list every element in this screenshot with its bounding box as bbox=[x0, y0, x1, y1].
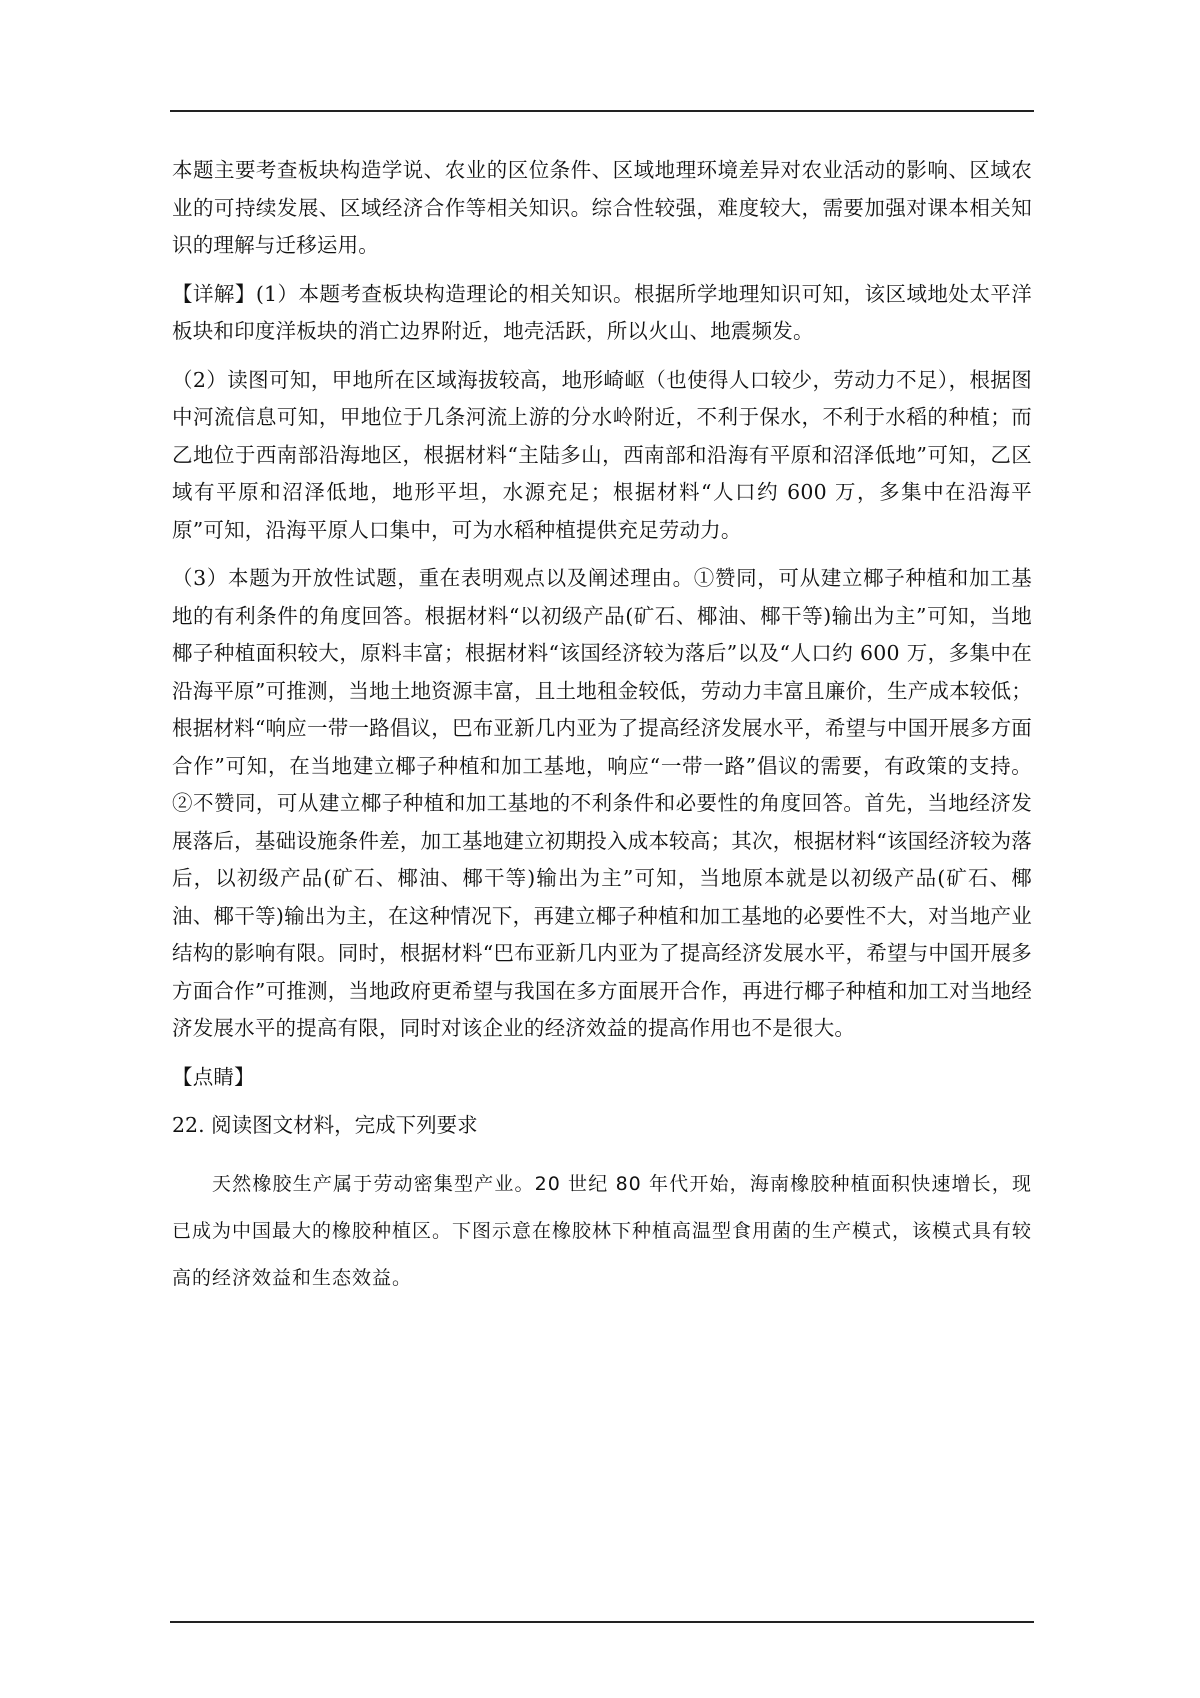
material-text: 天然橡胶生产属于劳动密集型产业。20 世纪 80 年代开始，海南橡胶种植面积快速增长，现已成为中国最大的橡胶种植区。下图示意在橡胶林下种植高温型食用菌的生产模式，该模式具有较高的经济效益和生态效益。 bbox=[172, 1172, 1033, 1289]
header-rule bbox=[170, 110, 1034, 112]
footer-rule bbox=[170, 1621, 1034, 1623]
comment-heading: 【点睛】 bbox=[172, 1064, 255, 1089]
question-title: 22. 阅读图文材料，完成下列要求 bbox=[172, 1113, 478, 1137]
detail-paragraph-1: 【详解】(1）本题考查板块构造理论的相关知识。根据所学地理知识可知，该区域地处太平洋板块和印度洋板块的消亡边界附近，地壳活跃，所以火山、地震频发。 bbox=[172, 281, 1032, 343]
analysis-paragraph: 本题主要考查板块构造学说、农业的区位条件、区域地理环境差异对农业活动的影响、区域农业的可持续发展、区域经济合作等相关知识。综合性较强，难度较大，需要加强对课本相关知识的理解与迁移运用。 bbox=[172, 158, 1032, 257]
detail-paragraph-2: （2）读图可知，甲地所在区域海拔较高，地形崎岖（也使得人口较少，劳动力不足），根据图中河流信息可知，甲地位于几条河流上游的分水岭附近，不利于保水，不利于水稻的种植；而乙地位于西南部沿海地区，根据材料“主陆多山，西南部和沿海有平原和沼泽低地”可知，乙区域有平原和沼泽低地，地形平坦，水源充足；根据材料“人口约 600 万，多集中在沿海平原”可知，沿海平原人口集中，可为水稻种植提供充足劳动力。 bbox=[172, 367, 1032, 542]
detail-paragraph-3: （3）本题为开放性试题，重在表明观点以及阐述理由。①赞同，可从建立椰子种植和加工基地的有利条件的角度回答。根据材料“以初级产品(矿石、椰油、椰干等)输出为主”可知，当地椰子种植面积较大，原料丰富；根据材料“该国经济较为落后”以及“人口约 600 万，多集中在沿海平原”可推测，当地土地资源丰富，且土地租金较低，劳动力丰富且廉价，生产成本较低；根据材料“响应一带一路倡议，巴布亚新几内亚为了提高经济发展水平，希望与中国开展多方面合作”可知，在当地建立椰子种植和加工基地，响应“一带一路”倡议的需要，有政策的支持。②不赞同，可从建立椰子种植和加工基地的不利条件和必要性的角度回答。首先，当地经济发展落后，基础设施条件差，加工基地建立初期投入成本较高；其次，根据材料“该国经济较为落后，以初级产品(矿石、椰油、椰干等)输出为主”可知，当地原本就是以初级产品(矿石、椰油、椰干等)输出为主，在这种情况下，再建立椰子种植和加工基地的必要性不大，对当地产业结构的影响有限。同时，根据材料“巴布亚新几内亚为了提高经济发展水平，希望与中国开展多方面合作”可推测，当地政府更希望与我国在多方面展开合作，再进行椰子种植和加工对当地经济发展水平的提高有限，同时对该企业的经济效益的提高作用也不是很大。 bbox=[172, 566, 1032, 1040]
page-content bbox=[172, 152, 1032, 1302]
